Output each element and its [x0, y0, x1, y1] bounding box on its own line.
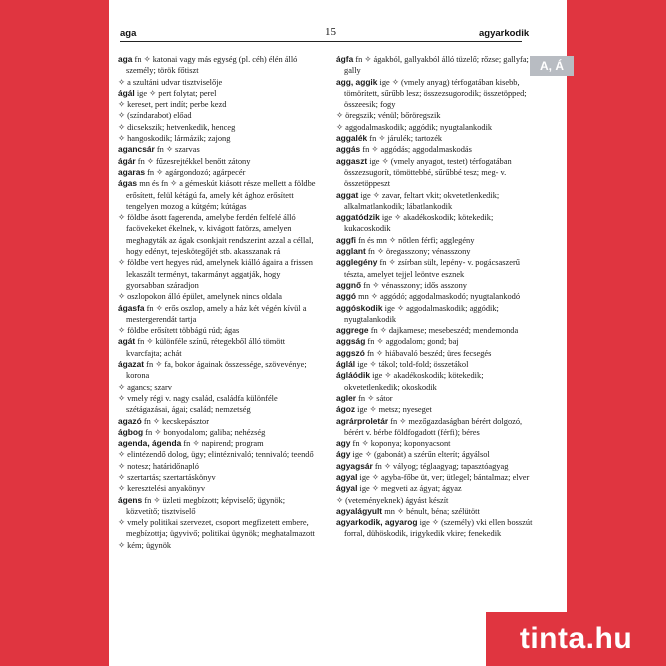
dictionary-entry: [336, 122, 534, 133]
headword: aggalék: [336, 133, 368, 144]
definition: ✧ szertartás; szertartáskönyv: [118, 472, 216, 482]
definition: fn ✧ aggodalom; gond; baj: [365, 337, 459, 347]
header-first-headword: aga: [120, 28, 137, 39]
definition: mn ✧ bénult, béna; szélütött: [382, 506, 480, 516]
dictionary-entry: [118, 382, 316, 393]
definition: fn ✧ fa, bokor ágainak összessége, szövevénye; korona: [126, 360, 307, 381]
dictionary-entry: [118, 325, 316, 336]
dictionary-entry: [118, 449, 316, 460]
dictionary-entry: [118, 178, 316, 212]
headword: ágár: [118, 155, 136, 166]
dictionary-entry: [118, 156, 316, 167]
headword: ágbog: [118, 426, 144, 437]
dictionary-entry: [118, 54, 316, 77]
definition: fn ✧ hiábavaló beszéd; üres fecsegés: [364, 348, 492, 358]
dictionary-entry: [336, 257, 534, 280]
dictionary-entry: [118, 427, 316, 438]
dictionary-entry: [336, 235, 534, 246]
headword: aggfi: [336, 234, 357, 245]
dictionary-entry: [336, 190, 534, 213]
definition: fn ✧ koponya; koponyacsont: [350, 439, 451, 449]
headword: ágens: [118, 494, 143, 505]
dictionary-entry: [336, 416, 534, 439]
dictionary-entry: [336, 156, 534, 190]
dictionary-entry: [336, 303, 534, 326]
definition: ige ✧ megveti az ágyat; ágyaz: [357, 484, 462, 494]
dictionary-entry: [118, 483, 316, 494]
definition: ✧ vmely politikai szervezet, csoport megfizetett embere, megbízottja; ügyvivő; politikai ügynök; meghatalmazott: [118, 518, 315, 539]
dictionary-entry: [118, 461, 316, 472]
dictionary-entry: [118, 438, 316, 449]
dictionary-entry: [336, 404, 534, 415]
dictionary-entry: [336, 110, 534, 121]
header-last-headword: agyarkodik: [479, 28, 530, 39]
definition: ✧ öregszik; vénül; bőröregszik: [336, 111, 441, 121]
definition: fn ✧ szarvas: [154, 145, 200, 155]
dictionary-entry: [336, 506, 534, 517]
dictionary-entry: [336, 54, 534, 77]
headword: aggnő: [336, 279, 362, 290]
headword: agyagsár: [336, 460, 373, 471]
dictionary-entry: [118, 540, 316, 551]
definition: ✧ agancs; szarv: [118, 382, 172, 392]
dictionary-entry: [336, 133, 534, 144]
headword: aggrege: [336, 325, 369, 336]
definition: fn ✧ üzleti megbízott; képviselő; ügynök; közvetítő; tisztviselő: [126, 495, 286, 516]
definition: ige ✧ tákol; told-fold; összetákol: [355, 360, 469, 370]
definition: fn ✧ agárgondozó; agárpecér: [145, 167, 246, 177]
dictionary-entry: [118, 88, 316, 99]
headword: aggszó: [336, 347, 365, 358]
definition: ige ✧ pert folytat; perel: [134, 88, 217, 98]
headword: agát: [118, 336, 136, 347]
dictionary-entry: [118, 122, 316, 133]
dictionary-entry: [118, 144, 316, 155]
definition: fn ✧ járulék; tartozék: [367, 134, 443, 144]
headword: aggó: [336, 291, 357, 302]
dictionary-entry: [336, 144, 534, 155]
dictionary-entry: [336, 291, 534, 302]
page-number: 15: [325, 26, 336, 38]
headword: agyarkodik, agyarog: [336, 517, 418, 528]
headword: aggság: [336, 336, 366, 347]
definition: ✧ kereset, pert indít; perbe kezd: [118, 100, 227, 110]
definition: ✧ (veteményeknek) ágyást készít: [336, 495, 449, 505]
definition: ✧ dicsekszik; hetvenkedik, henceg: [118, 122, 236, 132]
dictionary-entry: [118, 393, 316, 416]
dictionary-entry: [118, 472, 316, 483]
headword: aggatódzik: [336, 212, 380, 223]
definition: ✧ keresztelési anyakönyv: [118, 484, 206, 494]
dictionary-entry: [336, 483, 534, 494]
definition: fn ✧ ágakból, gallyakból álló tüzelő; rőzse; gallyfa; gally: [344, 55, 529, 76]
definition: fn ✧ különféle színű, rétegekből álló tömött kvarcfajta; achát: [126, 337, 286, 358]
headword: agyal: [336, 471, 358, 482]
right-column: [336, 54, 534, 540]
definition: fn és mn ✧ nőtlen férfi; agglegény: [356, 235, 475, 245]
dictionary-entry: [336, 325, 534, 336]
headword: ágfa: [336, 54, 354, 64]
definition: ✧ elintézendő dolog, ügy; elintéznivaló; tennivaló; teendő: [118, 450, 314, 460]
dictionary-entry: [336, 393, 534, 404]
dictionary-entry: [336, 495, 534, 506]
definition: fn ✧ katonai vagy más egység (pl. céh) élén álló személy; török főtiszt: [126, 55, 298, 76]
definition: ige ✧ agyba-főbe üt, ver; ütlegel; bántalmaz; elver: [357, 472, 530, 482]
dictionary-entry: [336, 77, 534, 111]
definition: ✧ notesz; határidőnapló: [118, 461, 199, 471]
headword: ágoz: [336, 404, 356, 415]
definition: mn ✧ aggódó; aggodalmaskodó; nyugtalankodó: [356, 292, 521, 302]
definition: fn ✧ fűzesrejtékkel benőtt zátony: [135, 156, 251, 166]
headword: ágyal: [336, 483, 358, 494]
headword: agler: [336, 392, 357, 403]
dictionary-entry: [336, 370, 534, 393]
headword: agazó: [118, 415, 142, 426]
dictionary-entry: [118, 416, 316, 427]
dictionary-entry: [336, 449, 534, 460]
dictionary-entry: [336, 212, 534, 235]
headword: agg, aggik: [336, 76, 378, 87]
dictionary-entry: [118, 167, 316, 178]
dictionary-entry: [118, 212, 316, 257]
definition: ✧ földbe ásott fagerenda, amelybe ferdén felfelé álló facövekeket ékelnek, v. kivágott fatörzs, amelyen meghagyták az ágak csonkjait rendszerint azzal a céllal, hogy edényt, tejeskötegőjét stb. akasszanak rá: [118, 213, 314, 257]
definition: ige ✧ (vmely anyagot, testet) térfogatában összezsugorít, tömöttebbé, sűrűbbé tesz; meg- v. összetöppeszt: [344, 156, 512, 189]
headword: aga: [118, 54, 133, 64]
tinta-logo: tinta.hu: [486, 612, 666, 666]
headword: agyalágyult: [336, 505, 383, 516]
dictionary-entry: [118, 133, 316, 144]
letter-tab: A, Á: [530, 56, 574, 76]
headword: aggat: [336, 189, 359, 200]
dictionary-entry: [118, 110, 316, 121]
definition: fn ✧ mezőgazdaságban bérért dolgozó, bérért v. bérbe földfogadott (férfi); béres: [344, 416, 523, 437]
dictionary-entry: [118, 77, 316, 88]
headword: agrárproletár: [336, 415, 389, 426]
definition: fn ✧ aggódás; aggodalmaskodás: [360, 145, 472, 155]
headword: ágál: [118, 87, 135, 98]
dictionary-entry: [336, 517, 534, 540]
dictionary-entry: [118, 99, 316, 110]
left-column: [118, 54, 316, 551]
definition: ✧ kém; ügynök: [118, 540, 172, 550]
dictionary-entry: [118, 359, 316, 382]
definition: fn ✧ dajkamese; mesebeszéd; mendemonda: [368, 326, 519, 336]
definition: ✧ hangoskodik; lármázik; zajong: [118, 134, 231, 144]
dictionary-entry: [336, 472, 534, 483]
definition: fn ✧ öregasszony; vénasszony: [365, 247, 471, 257]
definition: fn ✧ zsírban sült, lepény- v. pogácsaszerű tészta, amelyet tejjel leöntve esznek: [344, 258, 520, 279]
definition: fn ✧ napirend; program: [181, 439, 264, 449]
definition: fn ✧ vályog; téglaagyag; tapasztóagyag: [372, 461, 509, 471]
headword: aggás: [336, 144, 361, 155]
definition: ige ✧ akadékoskodik; kötekedik; kukacoskodik: [344, 213, 494, 234]
definition: ige ✧ akadékoskodik; kötekedik; okvetetlenkedik; okoskodik: [344, 371, 484, 392]
definition: fn ✧ vénasszony; idős asszony: [361, 280, 467, 290]
headword: ágasfa: [118, 302, 145, 313]
headword: agaras: [118, 166, 146, 177]
dictionary-entry: [118, 257, 316, 291]
header-rule: [120, 41, 522, 42]
definition: ige ✧ (személy) vki ellen bosszút forral, dühöskodik, irigykedik vkire; fenekedik: [344, 518, 533, 539]
dictionary-entry: [336, 348, 534, 359]
dictionary-entry: [336, 359, 534, 370]
dictionary-entry: [118, 291, 316, 302]
definition: ✧ aggodalmaskodik; aggódik; nyugtalankodik: [336, 122, 493, 132]
definition: ige ✧ (vmely anyag) térfogatában kisebb, tömörített, sűrűbb lesz; összezsugorodik; összetöpped; összeesik; fogy: [344, 77, 527, 110]
definition: ✧ földbe erősített többágú rúd; ágas: [118, 326, 240, 336]
headword: ágy: [336, 449, 351, 460]
dictionary-entry: [336, 246, 534, 257]
dictionary-entry: [118, 517, 316, 540]
definition: fn ✧ bonyodalom; galiba; nehézség: [143, 427, 266, 437]
definition: ige ✧ zavar, feltart vkit; okvetetlenkedik; alkalmatlankodik; lábatlankodik: [344, 190, 500, 211]
definition: mn és fn ✧ a gémeskút kiásott része mellett a földbe erősített, felül kétágú fa, amely két ághoz erősített tengelyen mozog a kútgém; kútágas: [126, 179, 316, 211]
definition: ✧ (színdarabot) előad: [118, 111, 192, 121]
headword: ágas: [118, 178, 138, 189]
dictionary-entry: [336, 280, 534, 291]
dictionary-entry: [118, 495, 316, 518]
headword: aggóskodik: [336, 302, 383, 313]
headword: agglant: [336, 246, 366, 257]
definition: ige ✧ metsz; nyeseget: [355, 405, 432, 415]
dictionary-entry: [336, 438, 534, 449]
definition: ige ✧ (gabonát) a szérűn elterít; ágyálsol: [350, 450, 490, 460]
definition: ✧ a szultáni udvar tisztviselője: [118, 77, 223, 87]
headword: áglál: [336, 359, 356, 370]
headword: aggaszt: [336, 155, 368, 166]
definition: ✧ vmely régi v. nagy család, családfa különféle szétágazásai, ágai; család; nemzetség: [118, 393, 278, 415]
headword: agancsár: [118, 144, 155, 155]
definition: ✧ földbe vert hegyes rúd, amelynek kiálló ágaira a frissen lekaszált terményt, takarmányt aggatják, hogy gyorsabban száradjon: [118, 258, 313, 290]
headword: agglegény: [336, 257, 378, 268]
dictionary-entry: [118, 303, 316, 326]
definition: fn ✧ sátor: [356, 393, 393, 403]
headword: ágazat: [118, 359, 145, 370]
headword: ágláódik: [336, 370, 370, 381]
headword: agenda, ágenda: [118, 438, 182, 449]
definition: ✧ oszlopokon álló épület, amelynek nincs oldala: [118, 292, 283, 302]
headword: agy: [336, 438, 351, 449]
dictionary-entry: [118, 336, 316, 359]
dictionary-entry: [336, 336, 534, 347]
definition: ige ✧ aggodalmaskodik; aggódik; nyugtalankodik: [344, 303, 499, 324]
definition: fn ✧ erős oszlop, amely a ház két végén kívül a mestergerendát tartja: [126, 303, 307, 324]
definition: fn ✧ kecskepásztor: [141, 416, 209, 426]
dictionary-entry: [336, 461, 534, 472]
